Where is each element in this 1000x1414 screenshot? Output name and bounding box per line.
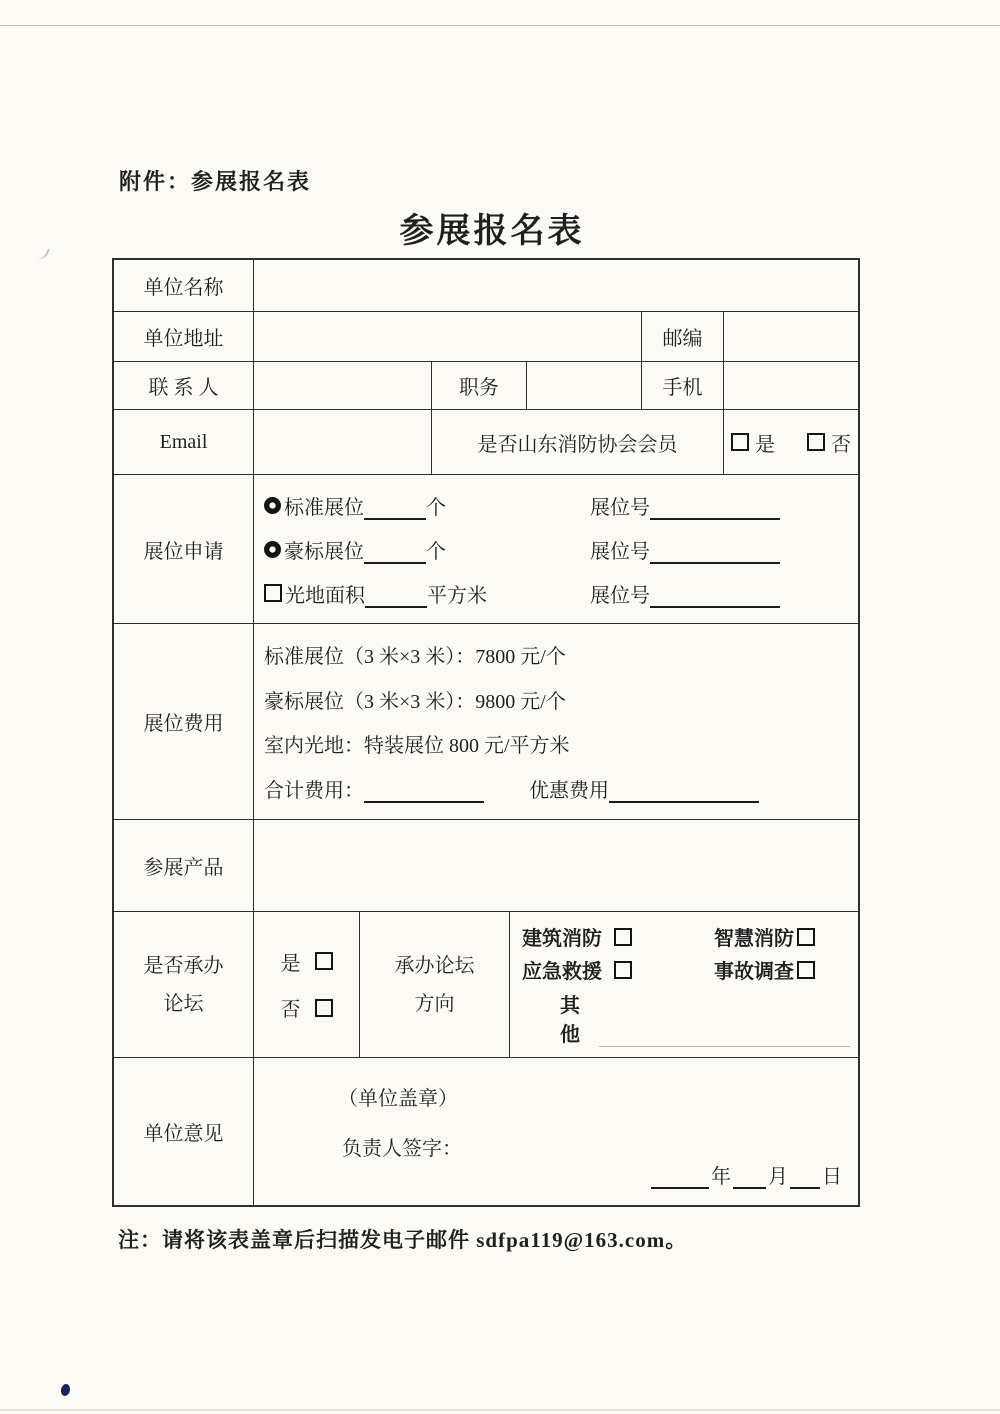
checkbox-icon: [614, 928, 632, 946]
blank-line: [650, 498, 780, 520]
member-no-label: 否: [831, 433, 851, 456]
row-products: [114, 820, 858, 912]
position-field: [527, 362, 642, 409]
forum-option-label: 事故调查: [714, 961, 794, 984]
opinion-seal-note: （单位盖章）: [338, 1088, 458, 1110]
booth-apply-label: 展位申请: [114, 475, 254, 623]
email-field: [254, 410, 432, 474]
forum-label-line1: 是否承办: [143, 954, 224, 977]
blank-line: [733, 1167, 766, 1189]
forum-label-line2: 论坛: [163, 992, 204, 1015]
position-label: 职务: [432, 362, 527, 409]
row-unit-name: [114, 260, 858, 312]
forum-direction-line1: 承办论坛: [394, 954, 475, 977]
opinion-date-line: [651, 1160, 844, 1189]
booth-fee-label: 展位费用: [114, 624, 254, 819]
unit-address-field: [254, 312, 642, 361]
member-yes-label: 是: [755, 433, 775, 456]
row-unit-address: [114, 312, 858, 362]
forum-other-line: [560, 989, 850, 1047]
booth-unit-label: 平方米: [427, 584, 487, 607]
blank-line: [364, 542, 426, 564]
unit-name-label: 单位名称: [114, 260, 254, 311]
member-yes-checkbox-icon: [731, 433, 749, 451]
blank-line: [650, 542, 780, 564]
products-field: [254, 820, 858, 911]
forum-no-checkbox-icon: [315, 999, 333, 1017]
booth-unit-label: 个: [426, 540, 446, 563]
fee-discount-label: 优惠费用: [529, 780, 609, 803]
forum-yes-checkbox-icon: [315, 952, 333, 970]
forum-direction-line2: 方向: [414, 992, 455, 1015]
forum-options-cell: [510, 912, 858, 1057]
booth-apply-cell: [254, 475, 858, 623]
booth-type-label: 光地面积: [285, 584, 365, 607]
mobile-field: [724, 362, 858, 409]
fee-line-total: [264, 774, 850, 803]
row-forum: [114, 912, 858, 1058]
fee-line-rawspace: 室内光地：特装展位 800 元/平方米: [264, 735, 570, 758]
booth-no-label: 展位号: [590, 540, 650, 563]
checkbox-icon: [614, 961, 632, 979]
scan-artifact-mark: [34, 245, 49, 261]
booth-type-label: 标准展位: [284, 496, 364, 519]
scan-artifact-ink-dot: [60, 1383, 71, 1397]
row-email-member: [114, 410, 858, 475]
date-year-label: 年: [711, 1166, 731, 1188]
postal-label: 邮编: [642, 312, 724, 361]
checkbox-icon: [797, 928, 815, 946]
forum-options-row1: [522, 922, 850, 951]
booth-apply-row-standard: [264, 491, 850, 520]
opinion-sign-label: 负责人签字：: [342, 1138, 462, 1160]
checkbox-icon: [797, 961, 815, 979]
postal-field: [724, 312, 858, 361]
booth-fee-cell: [254, 624, 858, 819]
unit-address-label: 单位地址: [114, 312, 254, 361]
forum-option-label: 建筑消防: [522, 928, 602, 951]
email-label: Email: [114, 410, 254, 474]
row-contact: [114, 362, 858, 410]
attachment-label: 附件：参展报名表: [119, 169, 312, 194]
page-title: 参展报名表: [399, 213, 585, 250]
unit-name-field: [254, 260, 858, 311]
scan-edge-line-top: [0, 25, 1000, 26]
booth-no-label: 展位号: [590, 496, 650, 519]
forum-option-label: 应急救援: [522, 961, 602, 984]
forum-direction-label: [360, 912, 510, 1057]
member-question-label: 是否山东消防协会会员: [432, 410, 724, 474]
member-answer-cell: [724, 410, 858, 474]
forum-other-label: 其他: [560, 994, 580, 1046]
blank-line: [609, 781, 759, 803]
blank-line: [790, 1167, 820, 1189]
booth-apply-row-deluxe: [264, 535, 850, 564]
blank-line: [599, 1026, 850, 1047]
footer-note: 注：请将该表盖章后扫描发电子邮件 sdfpa119@163.com。: [118, 1228, 688, 1252]
products-label: 参展产品: [114, 820, 254, 911]
forum-label: [114, 912, 254, 1057]
fee-line-standard: 标准展位（3 米×3 米）：7800 元/个: [264, 645, 566, 668]
forum-option-label: 智慧消防: [714, 928, 794, 951]
blank-line: [365, 586, 427, 608]
blank-line: [651, 1167, 709, 1189]
member-no-checkbox-icon: [807, 433, 825, 451]
forum-yes-label: 是: [280, 952, 301, 975]
booth-apply-row-rawspace: [264, 579, 850, 608]
fee-line-deluxe: 豪标展位（3 米×3 米）：9800 元/个: [264, 690, 566, 713]
checkbox-icon: [264, 584, 282, 602]
row-opinion: [114, 1058, 858, 1205]
forum-no-label: 否: [280, 999, 301, 1022]
booth-unit-label: 个: [426, 496, 446, 519]
row-booth-fee: [114, 624, 858, 820]
registration-form-table: [112, 258, 860, 1207]
date-day-label: 日: [822, 1166, 842, 1188]
contact-label: 联 系 人: [114, 362, 254, 409]
blank-line: [650, 586, 780, 608]
scan-edge-line-bottom: [0, 1409, 1000, 1411]
row-booth-apply: [114, 475, 858, 624]
blank-line: [364, 498, 426, 520]
opinion-label: 单位意见: [114, 1058, 254, 1205]
forum-yesno-cell: [254, 912, 360, 1057]
opinion-cell: [254, 1058, 858, 1205]
fee-total-label: 合计费用：: [264, 780, 364, 803]
date-month-label: 月: [768, 1166, 788, 1188]
filled-circle-bullet-icon: [264, 497, 281, 514]
booth-no-label: 展位号: [590, 584, 650, 607]
booth-type-label: 豪标展位: [284, 540, 364, 563]
contact-field: [254, 362, 432, 409]
forum-options-row2: [522, 955, 850, 984]
mobile-label: 手机: [642, 362, 724, 409]
blank-line: [364, 781, 484, 803]
filled-circle-bullet-icon: [264, 541, 281, 558]
